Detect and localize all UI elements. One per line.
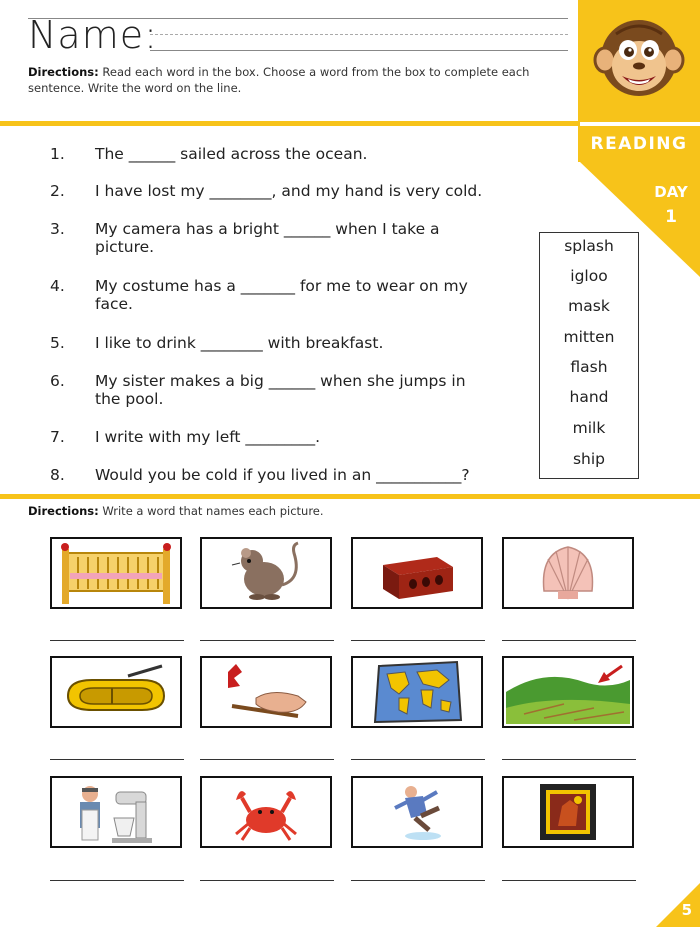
- question-text: My sister makes a big ______ when she jumps in the pool.: [95, 372, 466, 408]
- directions-text: Read each word in the box. Choose a word from the box to complete each sentence. Write the word on the line.: [28, 65, 530, 95]
- question-text: I like to drink ________ with breakfast.: [95, 334, 384, 352]
- answer-line[interactable]: [50, 640, 184, 641]
- crab-icon: [202, 778, 330, 846]
- stamp-icon: [504, 778, 632, 846]
- question-text: My camera has a bright ______ when I take a picture.: [95, 220, 440, 256]
- raft-icon: [52, 658, 180, 726]
- word-bank-item: flash: [570, 358, 608, 376]
- question-number: 7.: [50, 428, 65, 446]
- page-number: 5: [681, 901, 692, 919]
- land-icon: [504, 658, 632, 726]
- question-number: 2.: [50, 182, 65, 200]
- question-text: Would you be cold if you lived in an ___________?: [95, 466, 470, 484]
- day-label: DAY: [654, 183, 688, 201]
- mixer-icon: [52, 778, 180, 846]
- answer-line[interactable]: [200, 640, 334, 641]
- picture-box: [200, 537, 332, 609]
- picture-box: [351, 776, 483, 848]
- rat-icon: [202, 539, 330, 607]
- question-number: 4.: [50, 277, 65, 295]
- answer-line[interactable]: [351, 640, 485, 641]
- stick-icon: [202, 658, 330, 726]
- word-bank-item: mask: [568, 297, 610, 315]
- picture-box: [351, 537, 483, 609]
- answer-line[interactable]: [351, 759, 485, 760]
- day-number: 1: [665, 207, 677, 227]
- name-guide-mid: [150, 34, 568, 35]
- picture-box: [502, 656, 634, 728]
- question-number: 8.: [50, 466, 65, 484]
- picture-box: [200, 656, 332, 728]
- answer-line[interactable]: [200, 880, 334, 881]
- map-icon: [353, 658, 481, 726]
- word-bank-item: hand: [569, 388, 609, 406]
- question-text: I have lost my ________, and my hand is very cold.: [95, 182, 483, 200]
- word-bank-item: milk: [572, 419, 606, 437]
- question-text: My costume has a _______ for me to wear on my face.: [95, 277, 468, 313]
- picture-box: [502, 537, 634, 609]
- picture-box: [50, 776, 182, 848]
- question-text: I write with my left _________.: [95, 428, 321, 446]
- word-bank-item: igloo: [570, 267, 608, 285]
- word-bank: [539, 232, 639, 479]
- word-bank-item: mitten: [563, 328, 615, 346]
- picture-box: [200, 776, 332, 848]
- mid-yellow-rule: [0, 494, 700, 499]
- directions-top: [28, 64, 570, 96]
- answer-line[interactable]: [502, 759, 636, 760]
- question-number: 5.: [50, 334, 65, 352]
- directions-text: Write a word that names each picture.: [102, 504, 324, 518]
- name-line[interactable]: [150, 50, 568, 51]
- directions-label: Directions:: [28, 504, 99, 518]
- directions-label: Directions:: [28, 65, 99, 79]
- directions-bottom: [28, 504, 324, 518]
- name-guide-top: [28, 18, 568, 19]
- slip-icon: [353, 778, 481, 846]
- answer-line[interactable]: [200, 759, 334, 760]
- picture-box: [502, 776, 634, 848]
- answer-line[interactable]: [50, 759, 184, 760]
- answer-line[interactable]: [351, 880, 485, 881]
- picture-box: [50, 537, 182, 609]
- mascot-panel: [578, 0, 700, 122]
- answer-line[interactable]: [50, 880, 184, 881]
- crib-icon: [52, 539, 180, 607]
- subject-tab: READING: [578, 126, 700, 162]
- top-yellow-rule: [0, 121, 580, 126]
- name-label: Name:: [28, 13, 158, 57]
- question-number: 3.: [50, 220, 65, 238]
- word-bank-item: splash: [564, 237, 614, 255]
- shell-icon: [504, 539, 632, 607]
- question-number: 6.: [50, 372, 65, 390]
- question-text: The ______ sailed across the ocean.: [95, 145, 368, 163]
- answer-line[interactable]: [502, 880, 636, 881]
- word-bank-item: ship: [572, 450, 606, 468]
- picture-box: [351, 656, 483, 728]
- picture-box: [50, 656, 182, 728]
- monkey-face-icon: [578, 0, 700, 122]
- answer-line[interactable]: [502, 640, 636, 641]
- question-number: 1.: [50, 145, 65, 163]
- page-corner: [656, 883, 700, 927]
- brick-icon: [353, 539, 481, 607]
